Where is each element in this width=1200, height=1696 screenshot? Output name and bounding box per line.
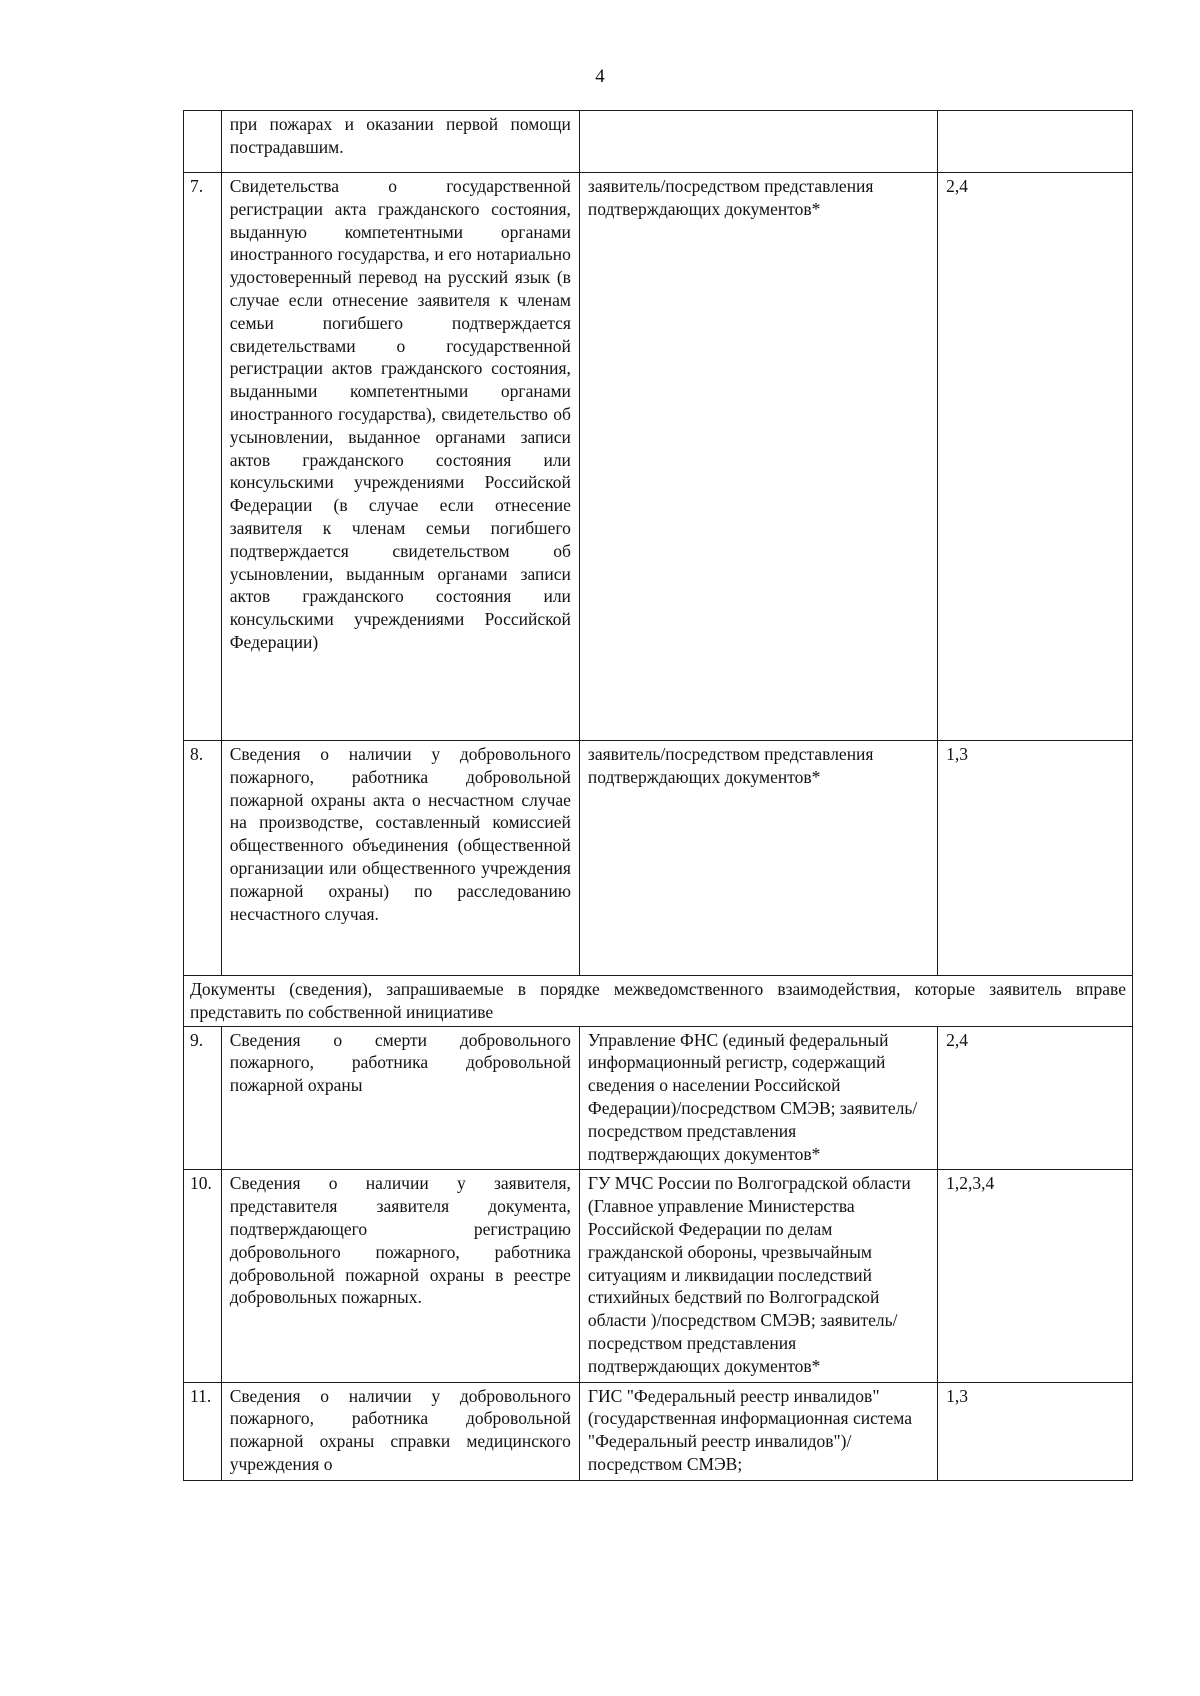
criteria-cell: 1,3 bbox=[938, 741, 1133, 976]
section-header-row bbox=[184, 976, 1133, 1027]
criteria-cell: 2,4 bbox=[938, 1026, 1133, 1170]
table-row bbox=[184, 741, 1133, 976]
page-number: 4 bbox=[595, 66, 605, 87]
document-cell: при пожарах и оказании первой помощи пострадавшим. bbox=[221, 111, 579, 173]
row-number: 9. bbox=[184, 1026, 222, 1170]
section-header: Документы (сведения), запрашиваемые в порядке межведомственного взаимодействия, которые заявитель вправе представить по собственной инициативе bbox=[184, 976, 1133, 1027]
table-row bbox=[184, 173, 1133, 741]
row-number: 11. bbox=[184, 1382, 222, 1480]
source-cell bbox=[579, 111, 937, 173]
row-number bbox=[184, 111, 222, 173]
criteria-cell: 1,2,3,4 bbox=[938, 1170, 1133, 1382]
document-cell: Сведения о наличии у добровольного пожарного, работника добровольной пожарной охраны акта о несчастном случае на производстве, составленный комиссией общественного объединения (общественной организации или общественного учреждения пожарной охраны) по расследованию несчастного случая. bbox=[221, 741, 579, 976]
source-cell: заявитель/посредством представления подтверждающих документов* bbox=[579, 173, 937, 741]
source-cell: ГИС "Федеральный реестр инвалидов" (государственная информационная система "Федеральный реестр инвалидов")/ посредством СМЭВ; bbox=[579, 1382, 937, 1480]
table-row bbox=[184, 1382, 1133, 1480]
row-number: 10. bbox=[184, 1170, 222, 1382]
document-cell: Сведения о наличии у добровольного пожарного, работника добровольной пожарной охраны справки медицинского учреждения о bbox=[221, 1382, 579, 1480]
row-number: 8. bbox=[184, 741, 222, 976]
documents-table bbox=[183, 110, 1133, 1481]
document-cell: Свидетельства о государственной регистрации акта гражданского состояния, выданную компетентными органами иностранного государства, и его нотариально удостоверенный перевод на русский язык (в случае если отнесение заявителя к членам семьи погибшего подтверждается свидетельствами о государственной регистрации актов гражданского состояния, выданными компетентными органами иностранного государства), свидетельство об усыновлении, выданное органами записи актов гражданского состояния или консульскими учреждениями Российской Федерации (в случае если отнесение заявителя к членам семьи погибшего подтверждается свидетельством об усыновлении, выданным органами записи актов гражданского состояния или консульскими учреждениями Российской Федерации) bbox=[221, 173, 579, 741]
criteria-cell: 1,3 bbox=[938, 1382, 1133, 1480]
table-row bbox=[184, 1026, 1133, 1170]
criteria-cell bbox=[938, 111, 1133, 173]
source-cell: ГУ МЧС России по Волгоградской области (Главное управление Министерства Российской Федерации по делам гражданской обороны, чрезвычайным ситуациям и ликвидации последствий стихийных бедствий по Волгоградской области )/посредством СМЭВ; заявитель/посредством представления подтверждающих документов* bbox=[579, 1170, 937, 1382]
source-cell: Управление ФНС (единый федеральный информационный регистр, содержащий сведения о населении Российской Федерации)/посредством СМЭВ; заявитель/посредством представления подтверждающих документов* bbox=[579, 1026, 937, 1170]
document-cell: Сведения о смерти добровольного пожарного, работника добровольной пожарной охраны bbox=[221, 1026, 579, 1170]
table-row bbox=[184, 1170, 1133, 1382]
source-cell: заявитель/посредством представления подтверждающих документов* bbox=[579, 741, 937, 976]
row-number: 7. bbox=[184, 173, 222, 741]
table-row bbox=[184, 111, 1133, 173]
criteria-cell: 2,4 bbox=[938, 173, 1133, 741]
document-cell: Сведения о наличии у заявителя, представителя заявителя документа, подтверждающего регистрацию добровольного пожарного, работника добровольной пожарной охраны в реестре добровольных пожарных. bbox=[221, 1170, 579, 1382]
